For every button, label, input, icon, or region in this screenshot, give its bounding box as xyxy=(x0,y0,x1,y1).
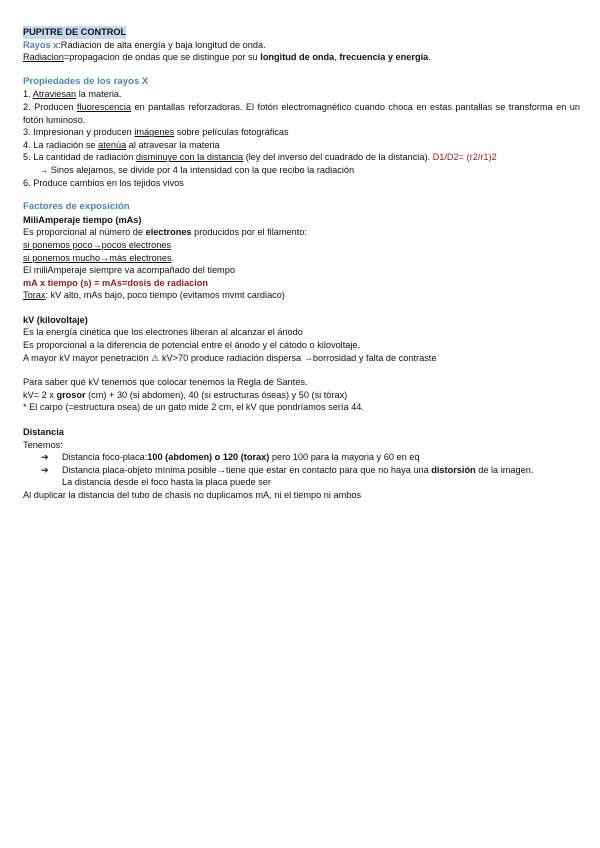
mas-line-2-text: si ponemos poco→pocos electrones xyxy=(23,239,172,250)
page-title: PUPITRE DE CONTROL xyxy=(23,27,127,37)
prop-6: 6. Produce cambios en los tejidos vivos xyxy=(23,177,184,188)
prop-5-formula: D1/D2= (r2/r1)2 xyxy=(432,152,497,163)
distancia-last: Al duplicar la distancia del tubo de chasis no duplicamos mA, ni el tiempo ni ambos xyxy=(23,490,362,500)
mas-line-1-post: producidos por el filamento: xyxy=(191,227,307,238)
radiacion-bold-2: frecuencia y energía xyxy=(339,52,429,63)
prop-1 xyxy=(23,88,580,101)
distancia-bullet-1-pre: Distancia foco-placa: xyxy=(62,452,148,463)
santes-line-2-bold: grosor xyxy=(56,389,86,400)
radiacion-sep: , xyxy=(334,52,340,63)
santes-line-2 xyxy=(23,389,580,402)
prop-3-underline: imágenes xyxy=(134,127,175,138)
prop-2-pre: 2. Producen xyxy=(23,101,77,112)
prop-5-post: (ley del inverso del cuadrado de la distancia). xyxy=(243,152,433,163)
mas-line-1-bold: electrones xyxy=(145,227,192,238)
mas-line-1 xyxy=(23,226,580,239)
radiacion-end: . xyxy=(428,52,431,63)
torax-word: Torax xyxy=(23,290,46,301)
mas-line-4: El miliAmperaje siempre va acompañado del tiempo xyxy=(23,265,235,276)
distancia-title: Distancia xyxy=(23,427,64,438)
mas-title: MiliAmperaje tiempo (mAs) xyxy=(23,214,142,225)
prop-3-post: sobre películas fotográficas xyxy=(174,127,289,138)
prop-1-pre: 1. xyxy=(23,89,33,100)
kv-line-1: Es la energía cinética que los electrones liberan al alcanzar el ánodo xyxy=(23,327,303,338)
rayos-definition xyxy=(23,39,580,52)
prop-3-pre: 3. Impresionan y producen xyxy=(23,127,135,138)
prop-4-post: al atravesar la materia xyxy=(126,139,220,150)
mas-line-3 xyxy=(23,252,580,265)
distancia-intro: Tenemos: xyxy=(23,439,63,450)
factores-heading: Factores de exposición xyxy=(23,201,130,213)
radiacion-definition xyxy=(23,51,580,64)
title-line xyxy=(23,26,580,39)
distancia-bullet-2-post: de la imagen. xyxy=(475,464,534,475)
prop-5 xyxy=(23,151,580,164)
prop-5-pre: 5. La cantidad de radiación xyxy=(23,152,136,163)
santes-line-2-pre: kV= 2 x xyxy=(23,389,57,400)
santes-line-1: Para saber qué kV tenemos que colocar tenemos la Regla de Santes. xyxy=(23,377,308,388)
radiacion-bold-1: longitud de onda xyxy=(260,52,335,63)
mas-line-1-pre: Es proporcional al número de xyxy=(23,227,146,238)
prop-5-note: → Sinos alejamos, se divide por 4 la intensidad con la que recibo la radiación xyxy=(39,164,355,175)
prop-1-underline: Atraviesan xyxy=(32,89,77,100)
kv-title: kV (kilovoltaje) xyxy=(23,314,88,325)
arrow-icon: ➔ xyxy=(41,464,49,475)
torax-line xyxy=(23,289,580,302)
distancia-bullet-2-bold: distorsión xyxy=(431,464,476,475)
prop-1-post: la materia. xyxy=(76,89,122,100)
mas-line-3-text: si ponemos mucho→más electrones xyxy=(23,252,172,263)
rayos-label: Rayos x xyxy=(23,39,59,50)
rayos-text: :Radiacion de alta energía y baja longitud de onda. xyxy=(58,39,266,50)
distancia-bullet-1-bold: 100 (abdomen) o 120 (torax) xyxy=(147,452,270,463)
santes-line-2-post: (cm) + 30 (si abdomen), 40 (si estructuras óseas) y 50 (si tórax) xyxy=(85,389,348,400)
mas-line-2 xyxy=(23,239,580,252)
mas-line-3-end: . xyxy=(171,252,175,263)
prop-4-underline: atenúa xyxy=(98,139,127,150)
prop-2-underline: fluorescencia xyxy=(76,101,132,112)
prop-2 xyxy=(23,101,580,126)
radiacion-word: Radiacion xyxy=(23,52,64,63)
distancia-bullet-2 xyxy=(23,464,580,477)
torax-text: : kV alto, mAs bajo, poco tiempo (evitamos mvmt cardiaco) xyxy=(45,290,285,301)
santes-line-3: * El carpo (=estructura osea) de un gato mide 2 cm, el kV que pondríamos sería 44. xyxy=(23,402,364,413)
distancia-bullet-2-cont: La distancia desde el foco hasta la placa puede ser xyxy=(62,477,271,488)
prop-4 xyxy=(23,139,580,152)
distancia-bullet-1 xyxy=(23,451,580,464)
mas-formula: mA x tiempo (s) = mAs=dosis de radiacion xyxy=(23,277,208,288)
prop-4-pre: 4. La radiación se xyxy=(23,139,99,150)
prop-2-post: en pantallas reforzadoras. El fotón electromagnético cuando choca en estas pantallas se transforma en un fotón luminoso. xyxy=(23,101,580,125)
kv-line-2: Es proporcional a la diferencia de potencial entre el ánodo y el cátodo o kilovoltaje. xyxy=(23,340,361,351)
prop-3 xyxy=(23,126,580,139)
props-heading: Propiedades de los rayos X xyxy=(23,75,149,87)
prop-5-underline: disminuye con la distancia xyxy=(135,152,244,163)
distancia-bullet-1-post: pero 100 para la mayoria y 60 en eq xyxy=(269,452,420,463)
radiacion-text: =propagacion de ondas que se distingue por su xyxy=(63,52,261,63)
kv-line-3: A mayor kV mayor penetración ⚠ kV>70 produce radiación dispersa →borrosidad y falta de contraste xyxy=(23,352,437,363)
arrow-icon: ➔ xyxy=(41,452,49,463)
distancia-bullet-2-pre: Distancia placa-objeto mínima posible→tiene que estar en contacto para que no haya una xyxy=(62,464,432,475)
